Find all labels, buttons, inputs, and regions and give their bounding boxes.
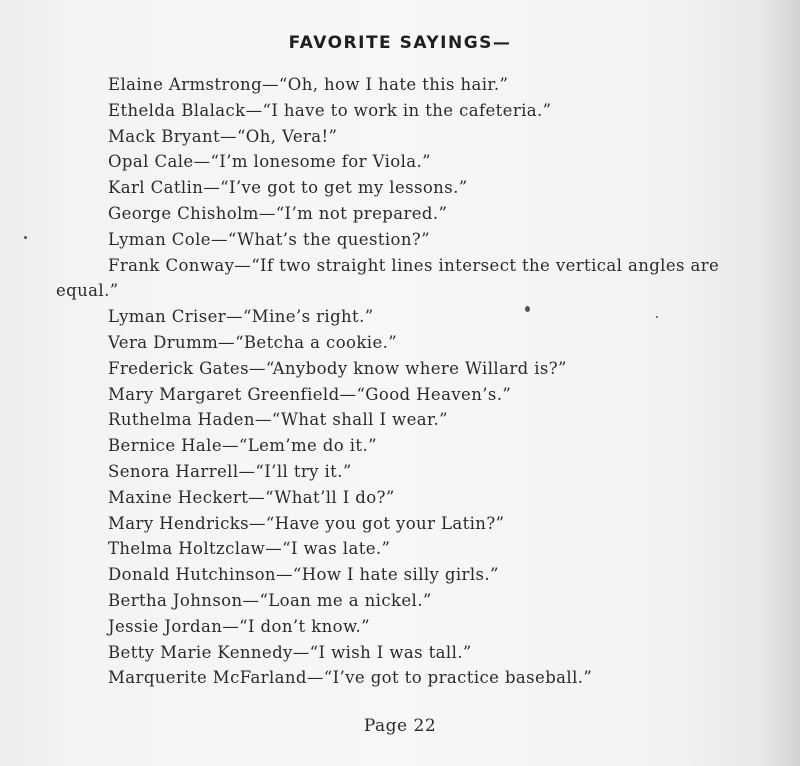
saying-line: Senora Harrell—“I’ll try it.” xyxy=(108,461,352,481)
saying-line: Elaine Armstrong—“Oh, how I hate this hair.” xyxy=(108,75,509,94)
saying-line: Mary Hendricks—“Have you got your Latin?” xyxy=(108,513,505,533)
saying-line: Maxine Heckert—“What’ll I do?” xyxy=(108,487,395,507)
saying-line: Betty Marie Kennedy—“I wish I was tall.” xyxy=(108,642,472,662)
saying-line: George Chisholm—“I’m not prepared.” xyxy=(108,203,448,223)
saying-line: Opal Cale—“I’m lonesome for Viola.” xyxy=(108,152,432,172)
saying-line: Ethelda Blalack—“I have to work in the cafeteria.” xyxy=(108,100,552,120)
saying-line: Vera Drumm—“Betcha a cookie.” xyxy=(108,332,398,352)
saying-line-wrapped xyxy=(56,253,788,305)
saying-line: Ruthelma Haden—“What shall I wear.” xyxy=(108,410,448,430)
page-heading: FAVORITE SAYINGS— xyxy=(288,33,512,53)
saying-line: Bertha Johnson—“Loan me a nickel.” xyxy=(108,590,432,610)
saying-line: Marquerite McFarland—“I’ve got to practice baseball.” xyxy=(108,668,593,688)
paper-speck xyxy=(24,236,27,239)
saying-line-part: Frank Conway—“If two straight lines intersect the vertical angles are xyxy=(108,255,720,275)
saying-line: Jessie Jordan—“I don’t know.” xyxy=(108,616,371,636)
saying-line: Lyman Criser—“Mine’s right.” xyxy=(108,307,374,327)
saying-line: Mack Bryant—“Oh, Vera!” xyxy=(108,126,338,146)
saying-line: Bernice Hale—“Lem’me do it.” xyxy=(108,436,377,456)
saying-line: Mary Margaret Greenfield—“Good Heaven’s.” xyxy=(108,384,512,404)
saying-line: Karl Catlin—“I’ve got to get my lessons.” xyxy=(108,178,468,198)
page-number: Page 22 xyxy=(363,716,437,736)
saying-line-continuation: equal.” xyxy=(56,281,119,301)
saying-line: Donald Hutchinson—“How I hate silly girls.” xyxy=(108,565,499,585)
saying-line: Thelma Holtzclaw—“I was late.” xyxy=(108,539,391,559)
saying-line: Lyman Cole—“What’s the question?” xyxy=(108,229,430,249)
saying-line: Frederick Gates—“Anybody know where Willard is?” xyxy=(108,358,567,378)
paper-speck xyxy=(525,306,530,312)
sayings-list xyxy=(56,72,788,691)
paper-speck xyxy=(656,316,658,318)
